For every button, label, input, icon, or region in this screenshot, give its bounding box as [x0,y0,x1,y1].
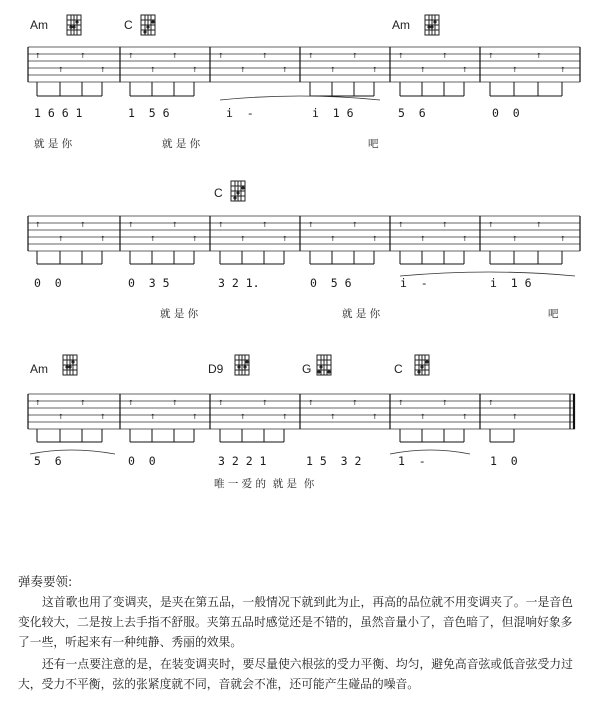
chord-label-am: Am [30,362,48,376]
chord-label-am: Am [30,18,48,32]
jianpu-bar: 5 6 [34,454,62,468]
lyric-line: 就 是 你 [34,138,73,150]
jianpu-bar: 0 5 6 [310,276,352,290]
jianpu-bar: 0 3 5 [128,276,170,290]
svg-text:↑: ↑ [282,413,288,421]
svg-text:↑: ↑ [488,221,494,229]
svg-text:↑: ↑ [352,221,358,229]
svg-text:↑: ↑ [80,221,86,229]
svg-text:↑: ↑ [372,235,378,243]
d9-chord-diagram [234,354,250,376]
tab-system-3 [0,350,600,510]
jianpu-bar: i - [400,276,428,290]
lyric-line: 就 是 你 [342,308,381,320]
svg-text:↑: ↑ [372,66,378,74]
svg-text:↑: ↑ [172,52,178,60]
chord-label-g: G [302,362,312,376]
svg-text:↑: ↑ [128,221,134,229]
jianpu-bar: 5 6 [398,106,426,120]
svg-text:↑: ↑ [192,413,198,421]
svg-text:↑: ↑ [488,52,494,60]
svg-text:↑: ↑ [282,66,288,74]
jianpu-bar: 1 5 6 [128,106,170,120]
svg-text:↑: ↑ [58,235,64,243]
chord-label-d9: D9 [208,362,224,376]
svg-text:↑: ↑ [80,399,86,407]
tab-system-2 [0,176,600,336]
svg-text:↑: ↑ [512,66,518,74]
jianpu-bar: 3 2 1. [218,276,260,290]
chord-label-c: C [214,186,223,200]
svg-text:↑: ↑ [372,413,378,421]
svg-text:↑: ↑ [442,221,448,229]
svg-text:↑: ↑ [462,413,468,421]
svg-text:↑: ↑ [150,66,156,74]
svg-text:↑: ↑ [420,235,426,243]
svg-text:↑: ↑ [218,399,224,407]
svg-text:↑: ↑ [100,66,106,74]
jianpu-bar: i 1 6 [490,276,532,290]
svg-text:↑: ↑ [398,399,404,407]
svg-text:↑: ↑ [100,413,106,421]
chord-label-c: C [394,362,403,376]
svg-text:↑: ↑ [308,221,314,229]
svg-text:↑: ↑ [352,399,358,407]
svg-text:↑: ↑ [420,66,426,74]
svg-text:↑: ↑ [442,399,448,407]
jianpu-bar: i 1 6 [312,106,354,120]
svg-text:↑: ↑ [100,235,106,243]
lyric-line: 就 是 你 [160,308,199,320]
svg-text:↑: ↑ [80,52,86,60]
lyric-line: 就 是 你 [162,138,201,150]
svg-text:↑: ↑ [262,221,268,229]
svg-text:↑: ↑ [398,221,404,229]
svg-text:↑: ↑ [330,235,336,243]
lyric-line: 吧 [368,138,379,150]
c-chord-diagram [230,180,246,202]
jianpu-bar: 0 0 [34,276,62,290]
svg-text:↑: ↑ [240,66,246,74]
lyric-line: 唯 一 爱 的 就 是 你 [214,478,315,490]
svg-text:↑: ↑ [35,52,41,60]
svg-text:↑: ↑ [536,221,542,229]
svg-text:↑: ↑ [462,235,468,243]
svg-text:↑: ↑ [262,399,268,407]
svg-text:↑: ↑ [262,52,268,60]
svg-text:↑: ↑ [128,399,134,407]
svg-text:↑: ↑ [218,52,224,60]
svg-text:↑: ↑ [218,221,224,229]
svg-text:↑: ↑ [240,413,246,421]
chord-label-c: C [124,18,133,32]
svg-text:↑: ↑ [308,399,314,407]
svg-text:↑: ↑ [330,413,336,421]
c-chord-diagram [414,354,430,376]
tab-staff-1 [0,0,600,110]
svg-text:↑: ↑ [172,399,178,407]
svg-text:↑: ↑ [512,413,518,421]
jianpu-bar: 0 0 [128,454,156,468]
chord-label-am-2: Am [392,18,410,32]
jianpu-bar: 1 6 6 1 [34,106,83,120]
svg-text:↑: ↑ [35,399,41,407]
jianpu-bar: 1 - [398,454,426,468]
svg-text:↑: ↑ [192,66,198,74]
tab-staff-3 [0,384,600,464]
svg-text:↑: ↑ [536,52,542,60]
lyric-line: 吧 [548,308,559,320]
tips-title: 弹奏要领: [18,574,73,589]
svg-text:↑: ↑ [560,235,566,243]
svg-text:↑: ↑ [442,52,448,60]
svg-text:↑: ↑ [58,66,64,74]
jianpu-bar: 0 0 [492,106,520,120]
svg-text:↑: ↑ [352,52,358,60]
am-chord-diagram [62,354,78,376]
svg-text:↑: ↑ [420,413,426,421]
svg-text:↑: ↑ [282,235,288,243]
jianpu-bar: i - [226,106,254,120]
tips-paragraph-1: 这首歌也用了变调夹，是夹在第五品，一般情况下就到此为止，再高的品位就不用变调夹了。一是音色变化较大，二是按上去手指不舒服。夹第五品时感觉还是不错的，虽然音量小了，音色暗了，但混响好象多了一些，听起来有一种纯静、秀丽的效果。 [18,595,573,649]
jianpu-bar: 3 2 2 1 [218,454,267,468]
svg-text:↑: ↑ [128,52,134,60]
svg-text:↑: ↑ [462,66,468,74]
svg-text:↑: ↑ [192,235,198,243]
svg-text:↑: ↑ [58,413,64,421]
svg-text:↑: ↑ [240,235,246,243]
svg-text:↑: ↑ [398,52,404,60]
jianpu-bar: 1 5 3 2 [306,454,362,468]
tips-paragraph-2: 还有一点要注意的是，在装变调夹时，要尽量使六根弦的受力平衡、均匀，避免高音弦或低音弦受力过大，受力不平衡，弦的张紧度就不同，音就会不准，还可能产生碰品的噪音。 [18,657,573,691]
g-chord-diagram [316,354,332,376]
svg-text:↑: ↑ [35,221,41,229]
svg-text:↑: ↑ [150,413,156,421]
tab-staff-2 [0,206,600,286]
svg-text:↑: ↑ [308,52,314,60]
svg-text:↑: ↑ [172,221,178,229]
tab-system-1 [0,0,600,160]
svg-text:↑: ↑ [150,235,156,243]
jianpu-bar: 1 0 [490,454,518,468]
svg-text:↑: ↑ [330,66,336,74]
svg-text:↑: ↑ [488,399,494,407]
svg-text:↑: ↑ [512,235,518,243]
svg-text:↑: ↑ [560,66,566,74]
